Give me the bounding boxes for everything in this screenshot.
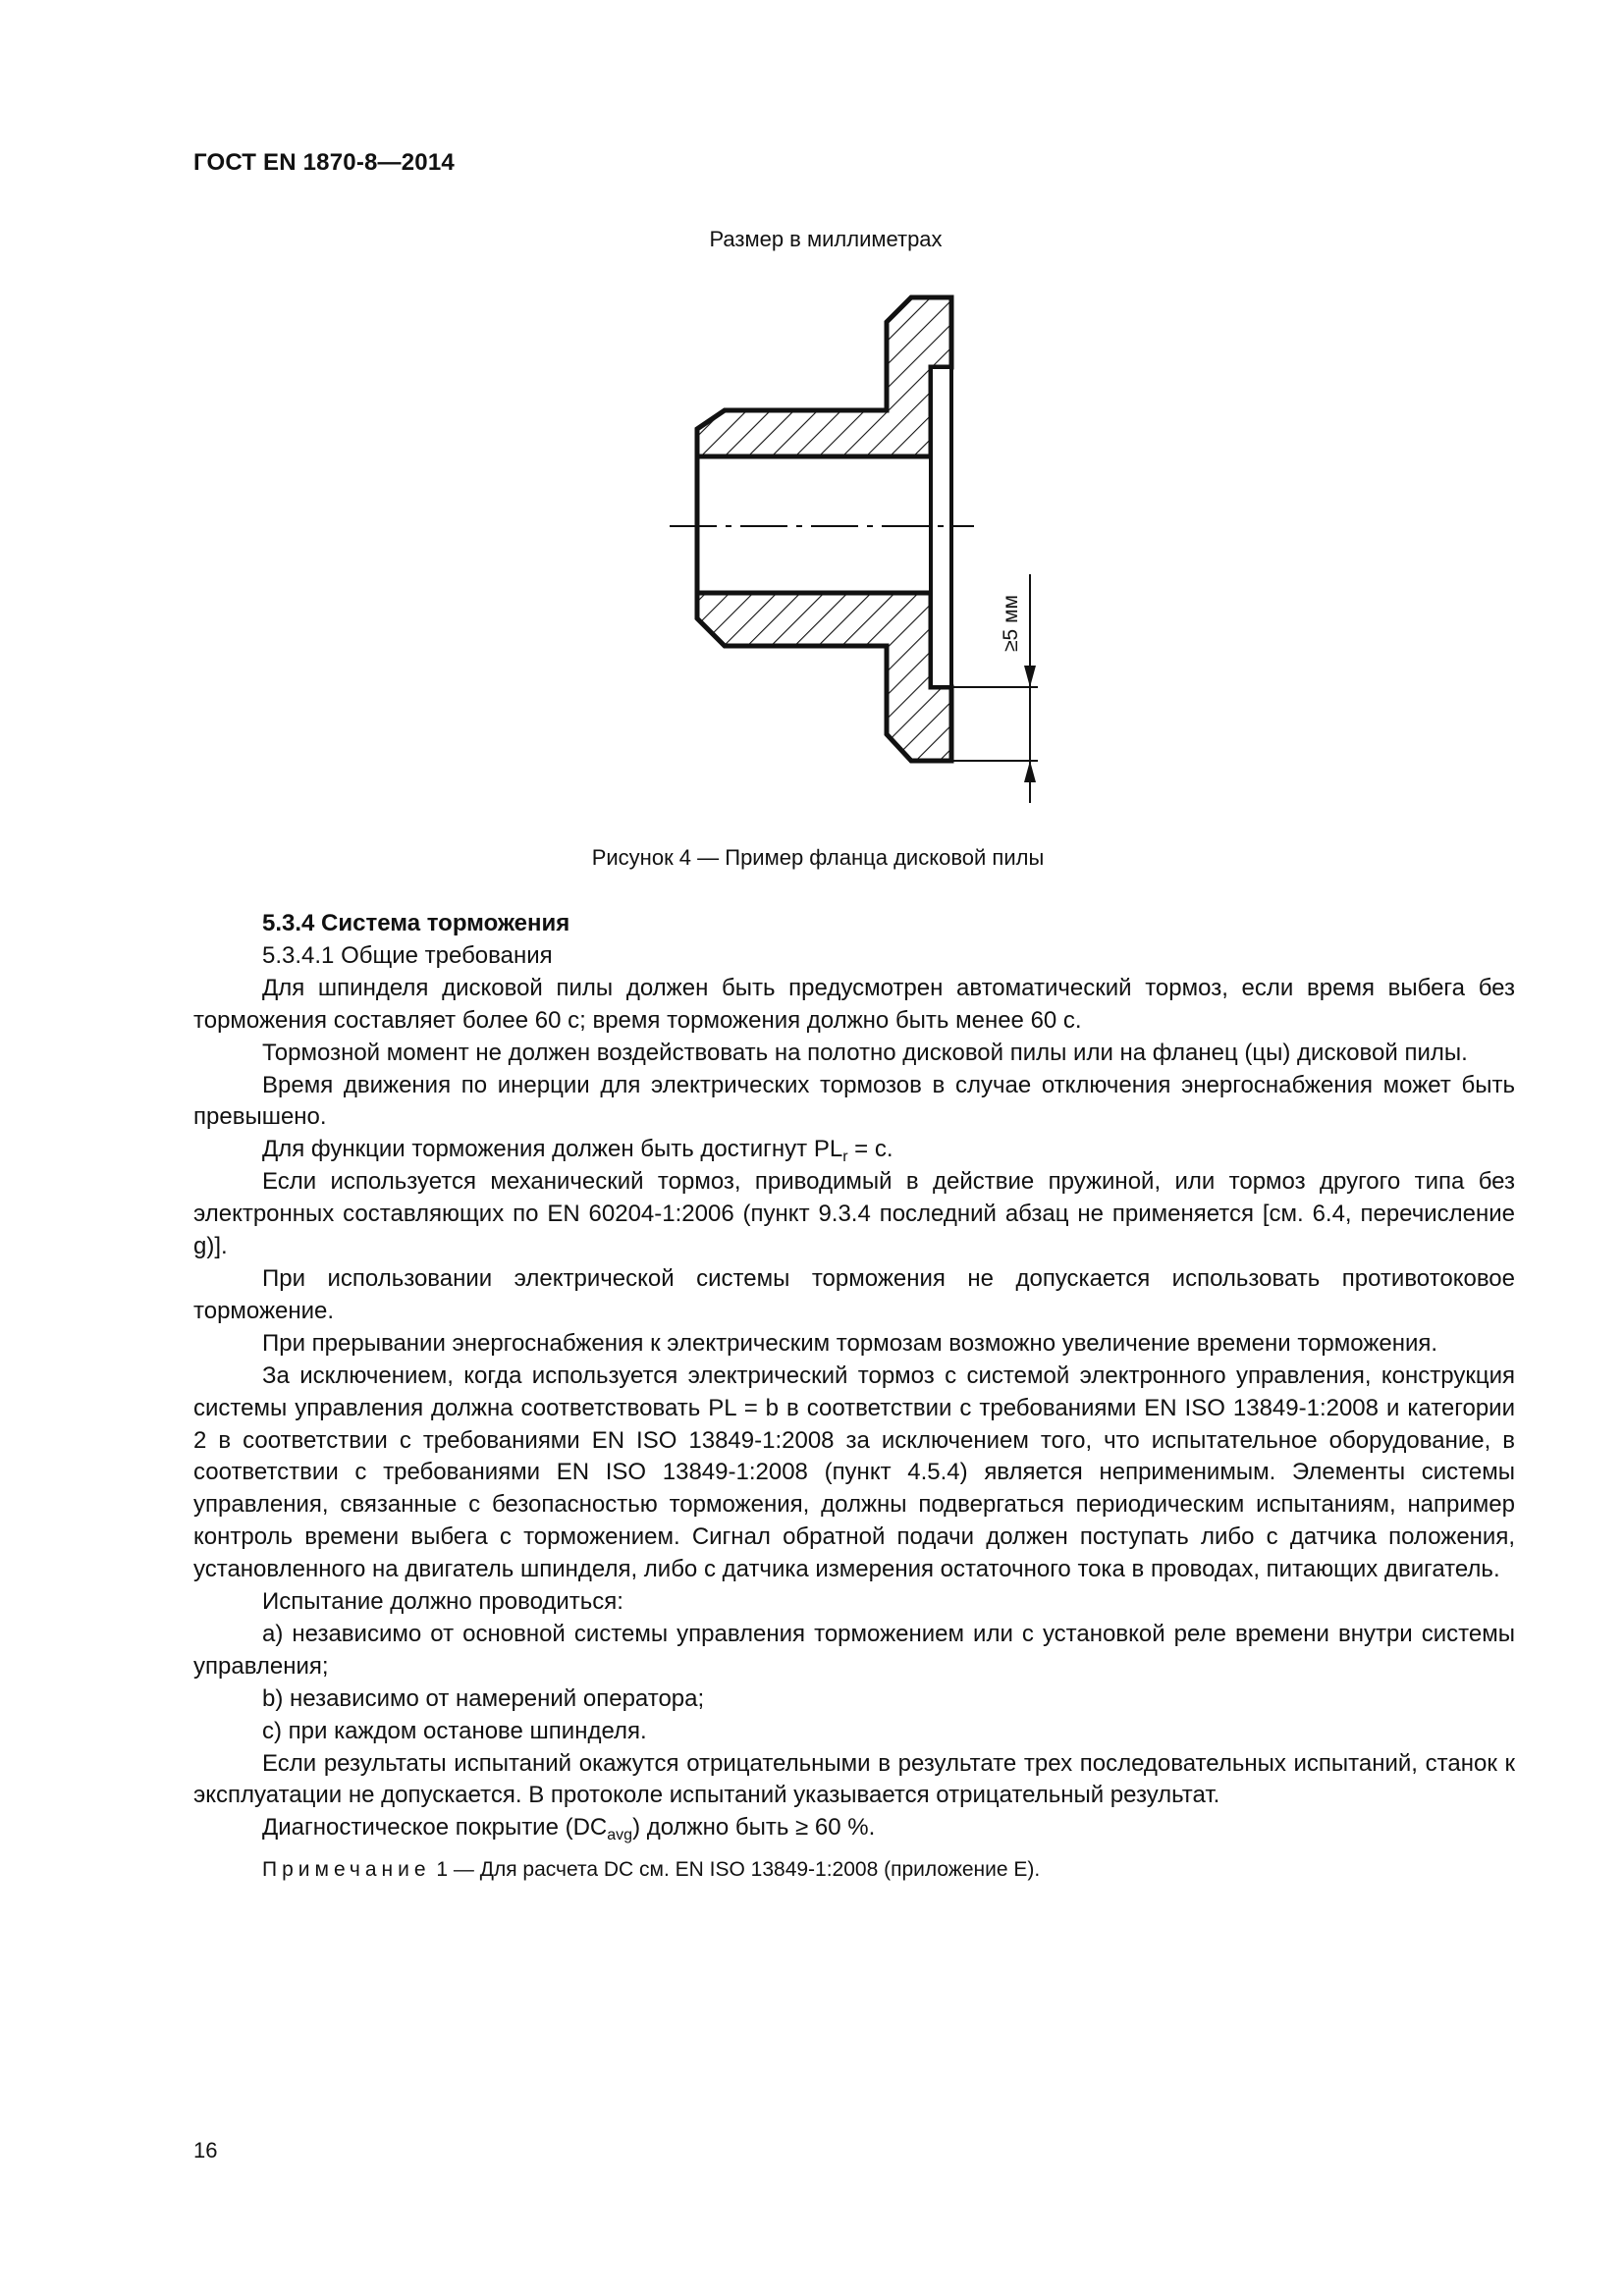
flange-upper-section — [697, 297, 951, 456]
list-item: b) независимо от намерений оператора; — [262, 1684, 705, 1712]
subsection-title: 5.3.4.1 Общие требования — [262, 941, 553, 969]
paragraph: Если результаты испытаний окажутся отрицательными в результате трех последовательных испытаний, станок к эксплуатации не допускается. В протоколе испытаний указывается отрицательный результат. — [193, 1749, 1515, 1809]
paragraph: Испытание должно проводиться: — [262, 1588, 623, 1616]
list-item: c) при каждом останове шпинделя. — [262, 1717, 647, 1744]
section-body — [193, 908, 1515, 1887]
paragraph: При использовании электрической системы торможения не допускается использовать противотоковое торможение. — [193, 1264, 1515, 1324]
paragraph: Если используется механический тормоз, приводимый в действие пружиной, или тормоз другого типа без электронных составляющих по EN 60204-1:2006 (пункт 9.3.4 последний абзац не применяется [см. 6.4, перечисление g)]. — [193, 1168, 1515, 1260]
dimension-arrow-top — [1024, 666, 1036, 687]
note — [193, 1854, 1515, 1887]
figure-caption: Рисунок 4 — Пример фланца дисковой пилы — [591, 845, 1045, 870]
dimension-arrow-bottom — [1024, 761, 1036, 782]
note-label: Примечание — [262, 1858, 431, 1882]
note-text: 1 — Для расчета DC см. EN ISO 13849-1:2008 (приложение Е). — [430, 1858, 1041, 1882]
paragraph: Время движения по инерции для электрических тормозов в случае отключения энергоснабжения может быть превышено. — [193, 1071, 1515, 1131]
list-item: a) независимо от основной системы управления торможением или с установкой реле времени внутри системы управления; — [193, 1620, 1515, 1680]
paragraph: При прерывании энергоснабжения к электрическим тормозам возможно увеличение времени торможения. — [262, 1329, 1438, 1357]
paragraph: Для функции торможения должен быть достигнут $PL_r = с$. — [262, 1136, 893, 1166]
dimension-label: ≥5 мм — [1000, 595, 1022, 652]
section-title: 5.3.4 Система торможения — [262, 910, 570, 936]
page-number: 16 — [193, 2138, 218, 2163]
document-header: ГОСТ EN 1870-8—2014 — [193, 149, 455, 176]
paragraph: Тормозной момент не должен воздействовать на полотно дисковой пилы или на фланец (цы) дисковой пилы. — [262, 1039, 1468, 1066]
units-note: Размер в миллиметрах — [709, 227, 943, 251]
paragraph: Диагностическое покрытие $(DC_{avg})$ должно быть ≥ 60 %. — [262, 1814, 876, 1844]
paragraph: Для шпинделя дисковой пилы должен быть предусмотрен автоматический тормоз, если время выбега без торможения составляет более 60 с; время торможения должно быть менее 60 с. — [193, 974, 1515, 1034]
paragraph: За исключением, когда используется электрический тормоз с системой электронного управления, конструкция системы управления должна соответствовать PL = b в соответствии с требованиями EN ISO 13849-1:2008 и категории 2 в соответствии с требованиями EN ISO 13849-1:2008 за исключением того, что испытательное оборудование, в соответствии с требованиями EN ISO 13849-1:2008 (пункт 4.5.4) является неприменимым. Элементы системы управления, связанные с безопасностью торможения, должны подвергаться периодическим испытаниям, например контроль времени выбега с торможением. Сигнал обратной подачи должен поступать либо с датчика положения, установленного на двигатель шпинделя, либо с датчика измерения остаточного тока в проводах, питающих двигатель. — [193, 1362, 1515, 1583]
flange-lower-section — [697, 593, 951, 761]
